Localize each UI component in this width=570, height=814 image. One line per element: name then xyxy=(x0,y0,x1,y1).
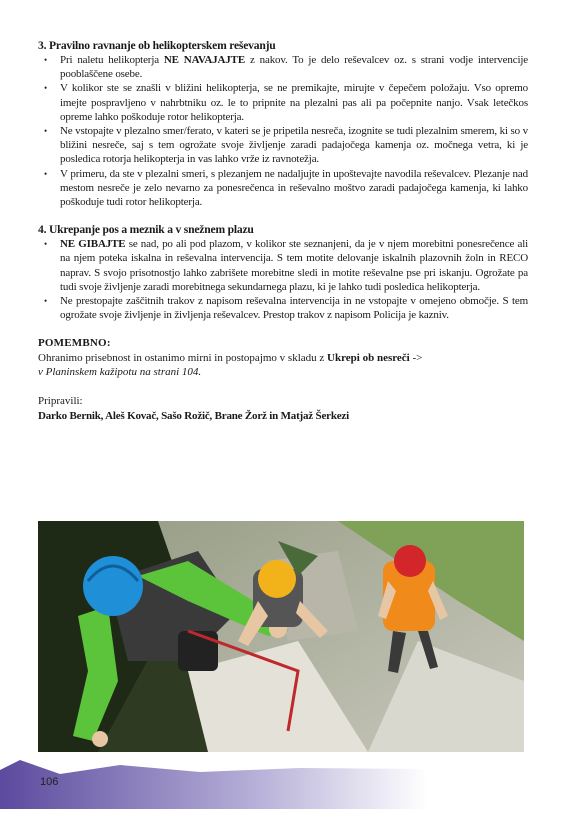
list-item: • V kolikor ste se znašli v bližini helikopterja, se ne premikajte, mirujte v čepečem položaju. Vso opremo imejte pospravljeno v nahrbtniku oz. le to pripnite na plezalni pas ali pa počepnite nanjo. Vsak letečkos opreme lahko poškoduje rotor helikopterja. xyxy=(44,82,528,123)
climbers-photo xyxy=(38,521,524,752)
bullet-icon: • xyxy=(44,55,48,65)
page-number: 106 xyxy=(40,776,59,788)
note-title: POMEMBNO: xyxy=(38,337,111,350)
bullet-list xyxy=(38,237,528,322)
list-item: • Ne vstopajte v plezalno smer/ferato, v kateri se je pripetila nesreča, izognite se tudi plezalnim smerem, ki so v bližini nesreče, saj s tem ogrožate svoje življenje zaradi padajočega kamenja oz. močnega vetra, ki je posledica rotorja helikopterja in vas lahko vrže iz ravnotežja. xyxy=(44,125,528,166)
section-avalanche xyxy=(38,222,528,322)
list-item: • Pri naletu helikopterja NE NAVAJAJTE z nakov. To je delo reševalcev oz. s strani vodje intervencije pooblaščene osebe. xyxy=(44,54,528,81)
credits-names: Darko Bernik, Aleš Kovač, Sašo Rožič, Brane Žorž in Matjaž Šerkezi xyxy=(38,409,349,422)
credits xyxy=(38,394,528,424)
section-title: 3. Pravilno ravnanje ob helikopterskem reševanju xyxy=(38,39,276,52)
bullet-list xyxy=(38,53,528,209)
page-content xyxy=(38,38,528,424)
bullet-icon: • xyxy=(44,296,48,307)
list-item: • NE GIBAJTE se nad, po ali pod plazom, v kolikor ste seznanjeni, da je v njem morebitni ponesrečence ali na njem poteka iskalna in reševalna intervencija. S tem motite delovanje iskalnih plazovnih žoln in RECO naprav. S svojo prisotnostjo lahko zabrišete morebitne sledi in motite reševalne pse pri iskanju. Ogrožate pa tudi svoje življenje zaradi morebitnega sekundarnega plazu, ki je lahko tudi posledica helikopterja. xyxy=(44,238,529,293)
bullet-icon: • xyxy=(44,168,48,179)
important-note xyxy=(38,336,528,380)
bullet-icon: • xyxy=(44,126,48,137)
list-item: • V primeru, da ste v plezalni smeri, s plezanjem ne nadaljujte in upoštevajte navodila reševalcev. Plezanje nad mestom nesreče je zelo nevarno za ponesrečenca in reševalno moštvo zaradi padajočega kamenja, ki lahko poškoduje tudi rotor helikopterja. xyxy=(44,167,528,209)
list-item: • Ne prestopajte zaščitnih trakov z napisom reševalna intervencija in ne vstopajte v omejeno območje. S tem ogrožate svoje življenje in življenja reševalcev. Prestop trakov z napisom Policija je kazniv. xyxy=(44,295,528,322)
section-title: 4. Ukrepanje pos a meznik a v snežnem plazu xyxy=(38,223,254,237)
bullet-icon: • xyxy=(44,83,48,94)
bullet-icon: • xyxy=(44,239,48,250)
credits-label: Pripravili: xyxy=(38,394,83,407)
section-helicopter xyxy=(38,38,528,209)
note-line-italic: v Planinskem kažipotu na strani 104. xyxy=(38,366,202,379)
footer-band xyxy=(0,760,570,809)
note-line: Ohranimo prisebnost in ostanimo mirni in postopajmo v skladu z Ukrepi ob nesreči -> xyxy=(38,351,423,364)
